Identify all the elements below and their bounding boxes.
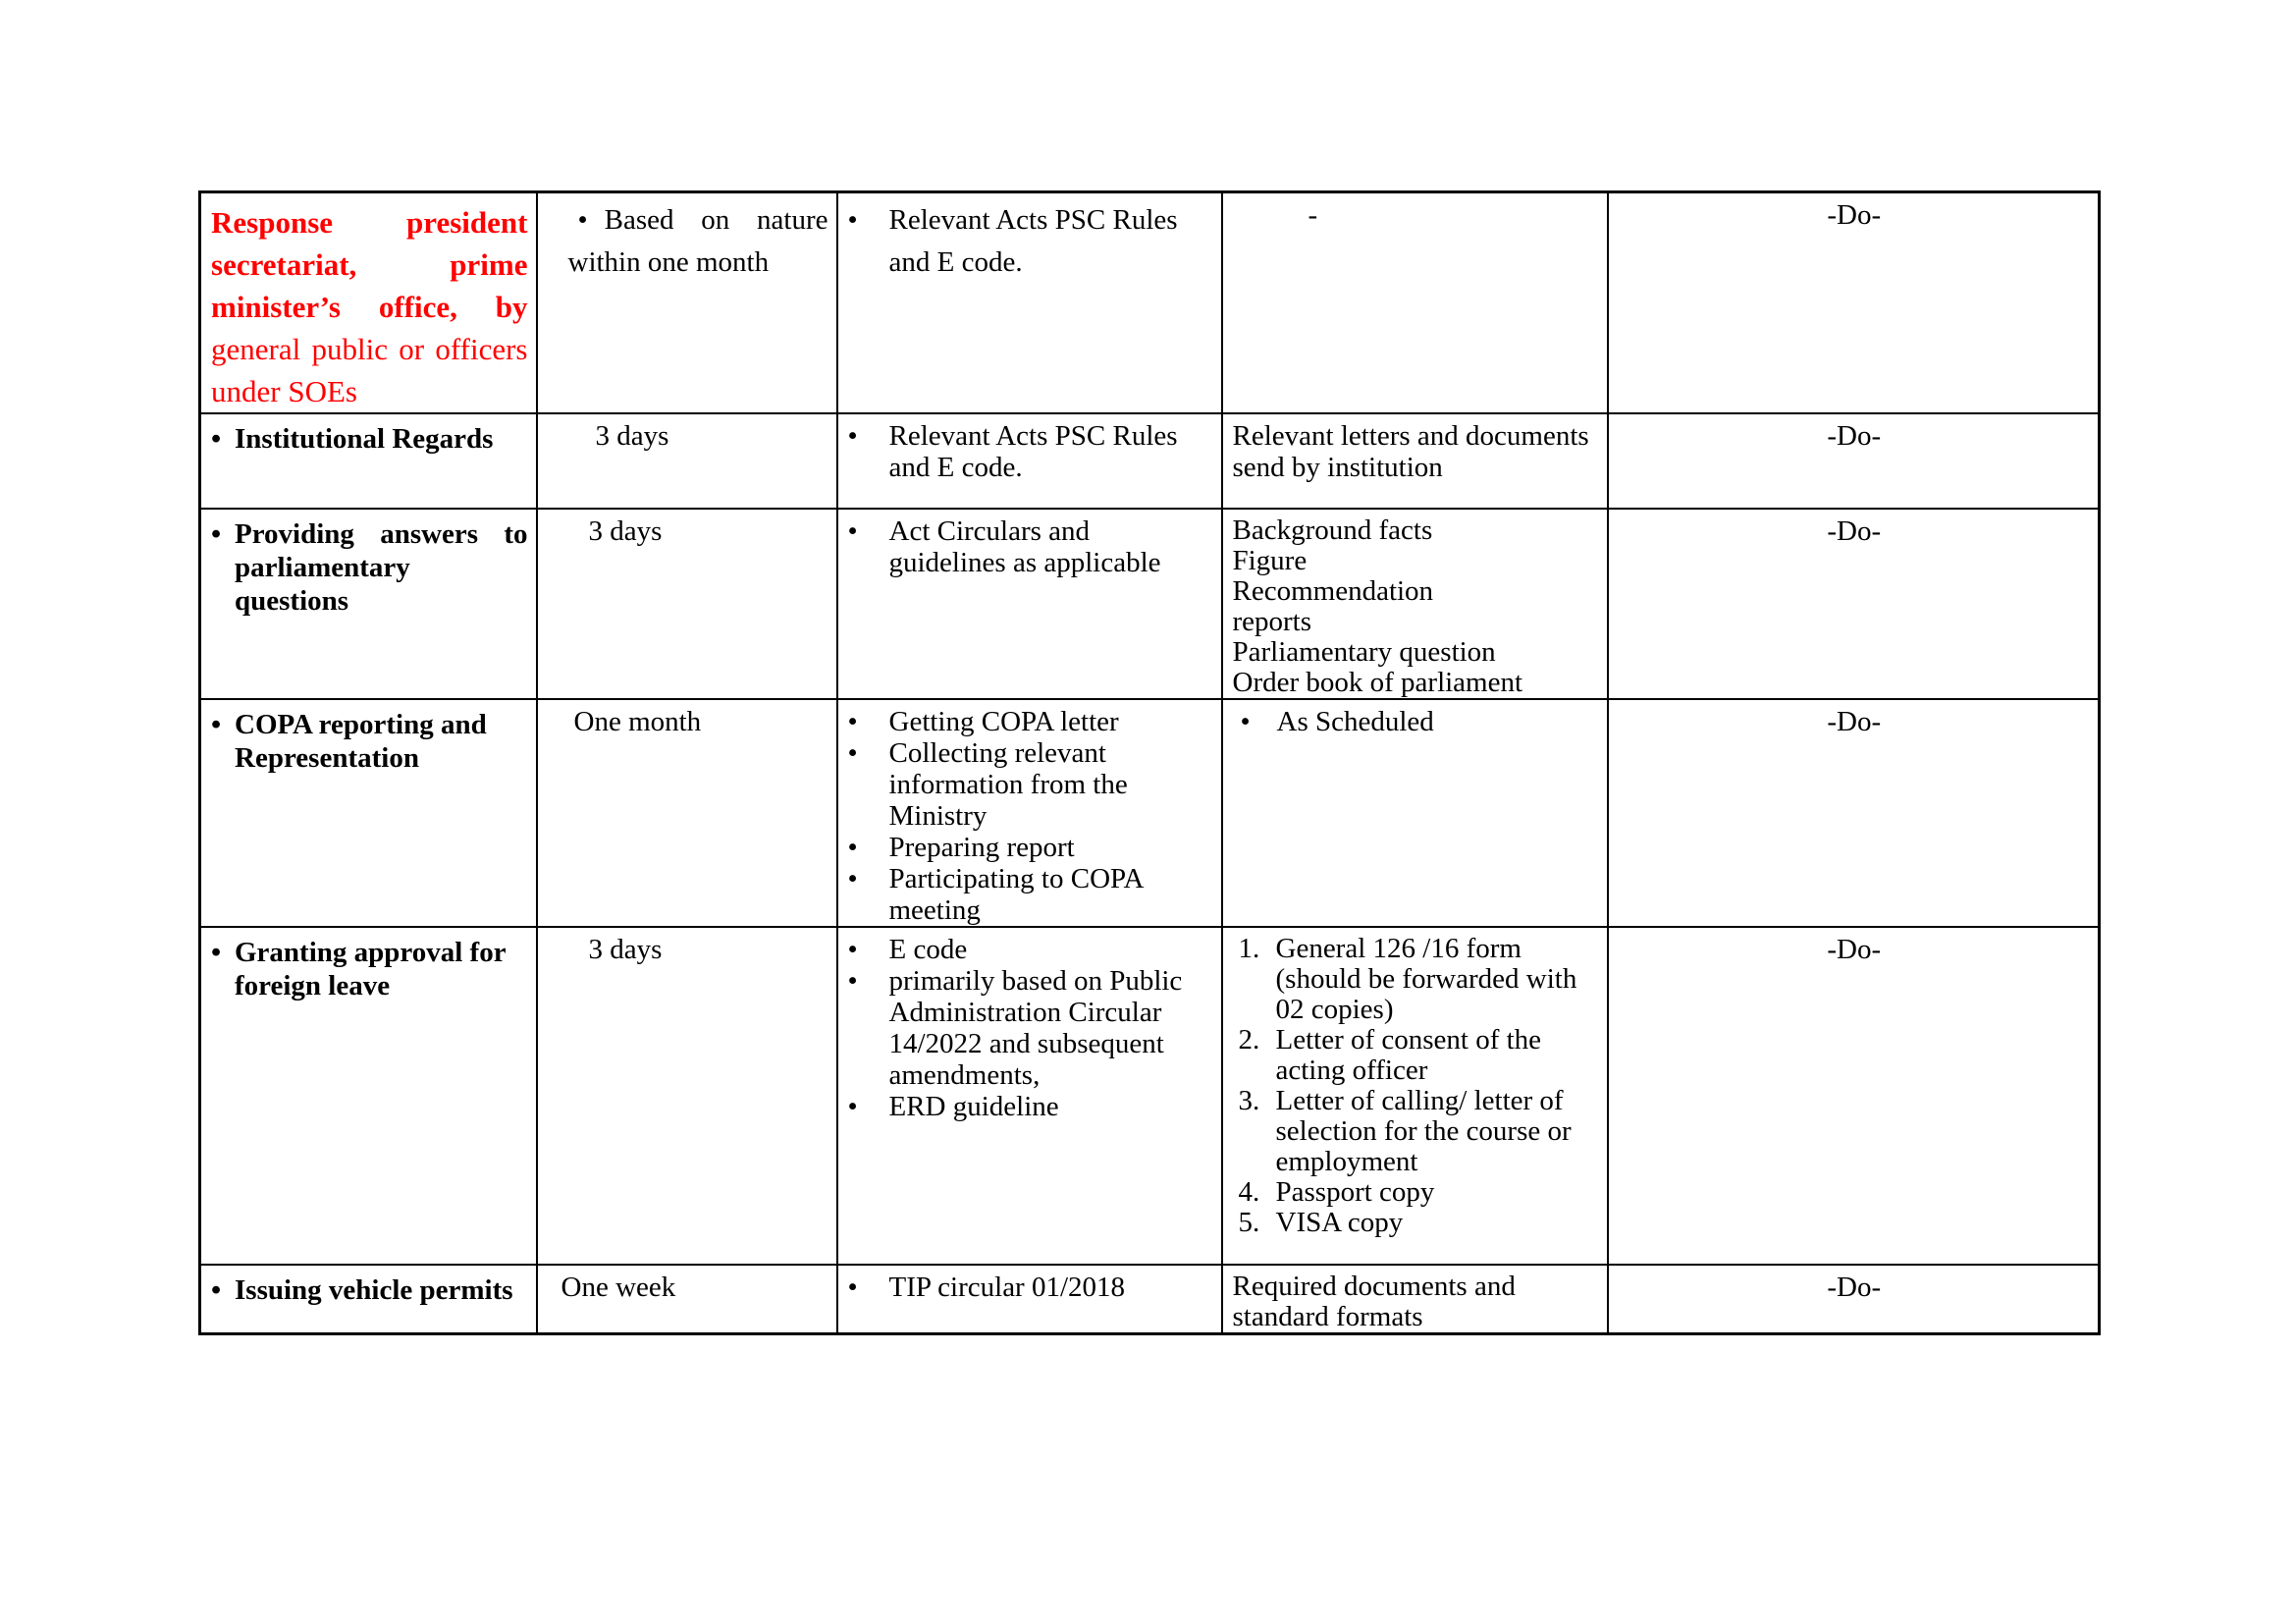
documents-text: Relevant letters and documents send by institution: [1232, 420, 1589, 483]
duration-text: One month: [573, 706, 702, 737]
list-item: [848, 1091, 1213, 1122]
duration-text: • Based on nature within one month: [567, 204, 828, 278]
charge-cell: [1608, 1265, 2100, 1334]
number-marker: 5.: [1238, 1207, 1260, 1238]
task-text-bold: Response president secretariat, prime minister’s office, by: [211, 205, 528, 324]
bullet-icon: •: [1240, 706, 1251, 737]
task-text-red: [211, 199, 528, 412]
charge-cell: [1608, 192, 2100, 414]
list-item: [848, 199, 1213, 284]
duration-cell: [537, 413, 837, 509]
charge-text: -Do-: [1827, 706, 1882, 737]
table-row: [200, 509, 2100, 699]
bullet-icon: •: [577, 204, 588, 236]
duration-cell: [537, 699, 837, 927]
document-line: Recommendation: [1232, 575, 1434, 607]
reference-text: Collecting relevant information from the Ministry: [888, 737, 1128, 832]
task-cell: [200, 413, 537, 509]
task-text: • COPA reporting and Representation: [211, 709, 487, 774]
documents-text: Required documents and standard formats: [1232, 1271, 1516, 1332]
reference-text: Relevant Acts PSC Rules and E code.: [888, 204, 1178, 278]
duration-text: 3 days: [595, 420, 669, 452]
charge-text: -Do-: [1827, 199, 1882, 231]
duration-cell: [537, 192, 837, 414]
bullet-icon: •: [847, 515, 858, 547]
document-line: Parliamentary question: [1232, 636, 1496, 668]
documents-cell: [1222, 192, 1608, 414]
documents-cell: [1222, 1265, 1608, 1334]
document-line: Background facts: [1232, 514, 1433, 546]
bullet-icon: •: [847, 863, 858, 894]
number-marker: 3.: [1238, 1085, 1260, 1116]
duration-text: One week: [561, 1272, 676, 1303]
documents-text: VISA copy: [1275, 1207, 1404, 1238]
documents-text: Passport copy: [1275, 1176, 1435, 1208]
table-row: [200, 699, 2100, 927]
charge-cell: [1608, 509, 2100, 699]
document-line: reports: [1232, 606, 1312, 637]
task-text: • Issuing vehicle permits: [211, 1274, 513, 1306]
charge-text: -Do-: [1827, 420, 1882, 452]
bullet-icon: •: [847, 832, 858, 863]
list-item: [848, 515, 1213, 578]
reference-text: ERD guideline: [888, 1091, 1059, 1122]
documents-cell: [1222, 413, 1608, 509]
task-cell: [200, 699, 537, 927]
reference-text: Relevant Acts PSC Rules and E code.: [888, 420, 1178, 483]
list-item: [848, 934, 1213, 965]
charge-text: -Do-: [1827, 515, 1882, 547]
list-item: [848, 832, 1213, 863]
list-item: [848, 420, 1213, 483]
task-cell: [200, 509, 537, 699]
list-item: [848, 737, 1213, 832]
reference-text: TIP circular 01/2018: [888, 1272, 1126, 1303]
list-item: [1239, 934, 1599, 1025]
list-item: [1239, 1086, 1599, 1177]
task-text: • Institutional Regards: [211, 423, 494, 455]
documents-numbered-list: [1233, 934, 1599, 1238]
bullet-icon: •: [211, 423, 222, 455]
reference-text: primarily based on Public Administration Circular 14/2022 and subsequent amendments,: [888, 965, 1183, 1091]
references-cell: [837, 509, 1222, 699]
documents-text: As Scheduled: [1276, 706, 1434, 737]
task-text-rest: general public or officers under SOEs: [211, 332, 528, 408]
number-marker: 1.: [1238, 933, 1260, 964]
documents-cell: [1222, 927, 1608, 1265]
bullet-icon: •: [847, 934, 858, 965]
references-cell: [837, 192, 1222, 414]
bullet-icon: •: [847, 420, 858, 452]
references-cell: [837, 413, 1222, 509]
list-item: [848, 965, 1213, 1091]
list-item: [848, 706, 1213, 737]
list-item: [1239, 1208, 1599, 1238]
table-row: [200, 1265, 2100, 1334]
bullet-icon: •: [847, 1091, 858, 1122]
documents-lines: [1233, 515, 1599, 698]
services-table: [198, 190, 2101, 1335]
references-cell: [837, 1265, 1222, 1334]
bullet-icon: •: [847, 204, 858, 236]
list-item: [848, 1272, 1213, 1303]
task-text: • Granting approval for foreign leave: [211, 937, 507, 1001]
document-line: Order book of parliament: [1232, 667, 1523, 698]
duration-text: 3 days: [588, 515, 663, 547]
charge-text: -Do-: [1827, 934, 1882, 965]
documents-text: Letter of calling/ letter of selection for the course or employment: [1275, 1085, 1572, 1177]
task-text: • Providing answers to parliamentary questions: [211, 518, 528, 617]
document-line: Figure: [1232, 545, 1308, 576]
bullet-icon: •: [211, 518, 222, 550]
duration-cell: [537, 1265, 837, 1334]
charge-cell: [1608, 699, 2100, 927]
duration-cell: [537, 927, 837, 1265]
bullet-icon: •: [847, 706, 858, 737]
number-marker: 4.: [1238, 1176, 1260, 1208]
references-cell: [837, 927, 1222, 1265]
list-item: [1239, 1177, 1599, 1208]
task-cell: [200, 927, 537, 1265]
task-cell: [200, 192, 537, 414]
documents-text: General 126 /16 form (should be forwarded with 02 copies): [1275, 933, 1577, 1025]
documents-cell: [1222, 699, 1608, 927]
list-item: [1239, 1025, 1599, 1086]
charge-text: -Do-: [1827, 1272, 1882, 1303]
list-item: [1233, 706, 1599, 737]
table-row: [200, 927, 2100, 1265]
reference-text: Preparing report: [888, 832, 1075, 863]
number-marker: 2.: [1238, 1024, 1260, 1056]
table-row: [200, 192, 2100, 414]
charge-cell: [1608, 413, 2100, 509]
reference-text: Act Circulars and guidelines as applicable: [888, 515, 1161, 578]
table-row: [200, 413, 2100, 509]
reference-text: Getting COPA letter: [888, 706, 1119, 737]
task-cell: [200, 1265, 537, 1334]
reference-text: E code: [888, 934, 968, 965]
bullet-icon: •: [847, 965, 858, 997]
references-cell: [837, 699, 1222, 927]
bullet-icon: •: [847, 737, 858, 769]
duration-cell: [537, 509, 837, 699]
documents-text: Letter of consent of the acting officer: [1275, 1024, 1542, 1086]
bullet-icon: •: [211, 1274, 222, 1306]
documents-cell: [1222, 509, 1608, 699]
duration-text: 3 days: [588, 934, 663, 965]
documents-dash: -: [1308, 199, 1318, 231]
reference-text: Participating to COPA meeting: [888, 863, 1143, 926]
bullet-icon: •: [211, 709, 222, 740]
bullet-icon: •: [847, 1272, 858, 1303]
bullet-icon: •: [211, 937, 222, 968]
charge-cell: [1608, 927, 2100, 1265]
list-item: [848, 863, 1213, 926]
